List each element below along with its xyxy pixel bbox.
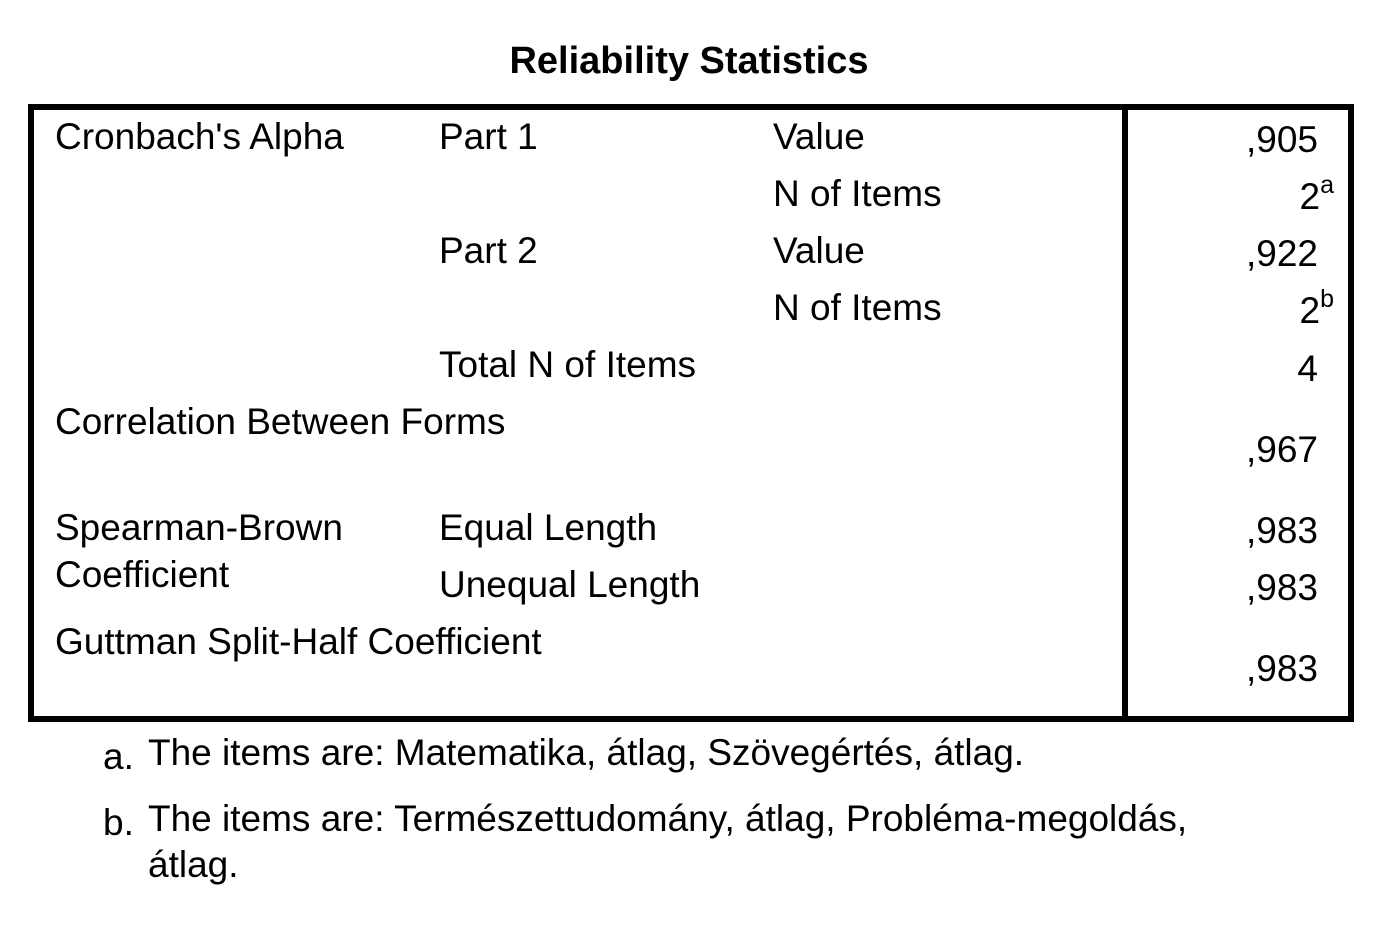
part2-nitems-number: 2 (1299, 290, 1321, 331)
spearman-brown-label-line2: Coefficient (55, 554, 230, 595)
footnote-marker-b: b (1320, 284, 1334, 313)
footnote-a-letter: a. (103, 736, 134, 777)
part1-nitems-number: 2 (1299, 176, 1321, 217)
part2-value-label: Value (773, 230, 865, 271)
part1-nitems-label: N of Items (773, 173, 942, 214)
part1-value: ,905 (1245, 119, 1318, 160)
footnote-b-letter: b. (103, 802, 134, 843)
footnote-a (0, 730, 1378, 780)
total-n-items-label: Total N of Items (439, 344, 697, 385)
equal-length-value: ,983 (1245, 510, 1318, 551)
table-title: Reliability Statistics (509, 40, 869, 82)
spearman-brown-label-line1: Spearman-Brown (55, 507, 343, 548)
total-n-items-value: 4 (1297, 348, 1318, 389)
part1-label: Part 1 (439, 116, 538, 157)
footnote-marker-a: a (1320, 170, 1334, 199)
unequal-length-label: Unequal Length (439, 564, 701, 605)
guttman-label: Guttman Split-Half Coefficient (55, 621, 542, 662)
correlation-value: ,967 (1245, 429, 1318, 470)
part1-value-label: Value (773, 116, 865, 157)
part2-value: ,922 (1245, 233, 1318, 274)
part2-nitems-label: N of Items (773, 287, 942, 328)
unequal-length-value: ,983 (1245, 567, 1318, 608)
footnote-a-text: The items are: Matematika, átlag, Szövegértés, átlag. (148, 732, 1025, 773)
footnote-b (0, 796, 1378, 896)
part2-nitems-value (1299, 284, 1334, 333)
guttman-value: ,983 (1245, 648, 1318, 689)
cronbach-alpha-label: Cronbach's Alpha (55, 116, 344, 157)
footnote-b-text: The items are: Természettudomány, átlag, Probléma-megoldás, átlag. (148, 798, 1188, 885)
part2-label: Part 2 (439, 230, 538, 271)
part1-nitems-value (1299, 170, 1334, 219)
column-divider (1122, 110, 1128, 716)
equal-length-label: Equal Length (439, 507, 658, 548)
correlation-between-forms-label: Correlation Between Forms (55, 401, 506, 442)
